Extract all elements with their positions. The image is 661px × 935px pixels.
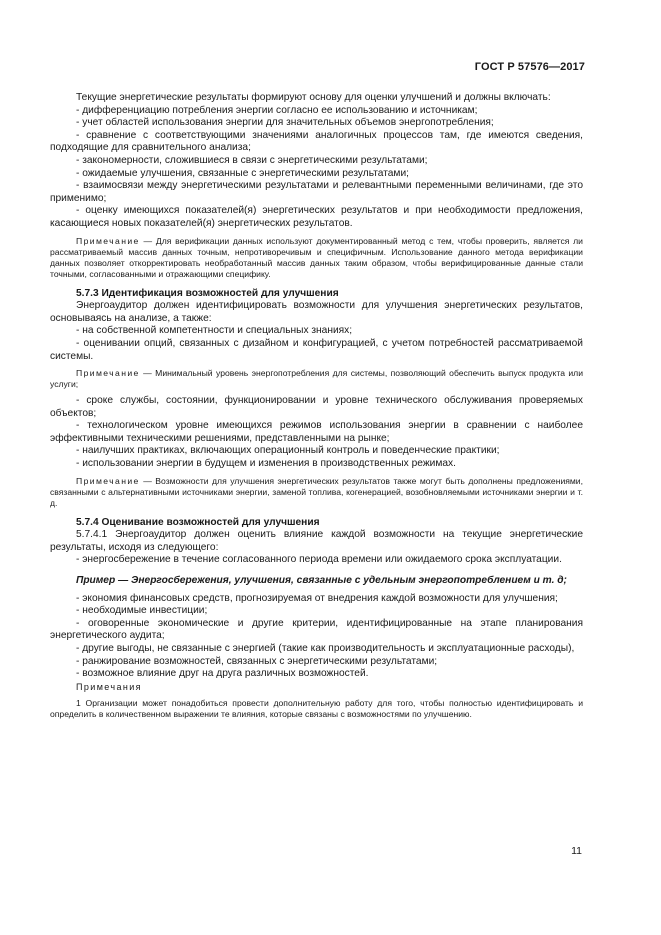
list-item: - оговоренные экономические и другие критерии, идентифицированные на этапе планирования энергетического аудита; [50, 617, 583, 642]
note-paragraph [50, 476, 583, 509]
list-item: - оценивании опций, связанных с дизайном и конфигурацией, с учетом потребностей рассматриваемой системы. [50, 337, 583, 362]
list-item: - сроке службы, состоянии, функционировании и уровне технического обслуживания проверяемых объектов; [50, 395, 583, 419]
list-item: - оценку имеющихся показателей(я) энергетических результатов и при необходимости предложения, касающиеся новых показателей(я) энергетических результатов. [50, 205, 583, 229]
list-item: - учет областей использования энергии для значительных объемов энергопотребления; [76, 117, 494, 129]
section-heading-5-7-4: 5.7.4 Оценивание возможностей для улучшения [76, 516, 320, 528]
intro-paragraph: Текущие энергетические результаты формируют основу для оценки улучшений и должны включать: [76, 92, 551, 103]
list-item: - на собственной компетентности и специальных знаниях; [76, 325, 353, 337]
note-text: — Возможности для улучшения энергетических результатов также могут быть дополнены предложениями, связанными с альтернативными источниками энергии, заменой топлива, когенерацией, возобновляемыми источниками энергии и т. д. [50, 475, 583, 508]
section-heading-5-7-3: 5.7.3 Идентификация возможностей для улучшения [76, 287, 339, 299]
list-item: - ранжирование возможностей, связанных с энергетическими результатами; [76, 655, 438, 667]
note-text: — Для верификации данных используют документированный метод с тем, чтобы проверить, является ли рассматриваемый массив данных точным, непротиворечивым и специфичным. Использование данного метода верификации данных позволяет откорректировать необработанный массив данных таким образом, чтобы верифицированные данные стали точными, согласованными и отражающими специфику. [50, 235, 583, 279]
list-item: - дифференциацию потребления энергии согласно ее использованию и источникам; [76, 104, 478, 116]
note-paragraph [50, 368, 583, 390]
list-item: - наилучших практиках, включающих операционный контроль и поведенческие практики; [76, 445, 500, 457]
list-item: - сравнение с соответствующими значениями аналогичных процессов там, где имеются сведения, подходящие для сравнительного анализа; [50, 129, 583, 154]
list-item: - экономия финансовых средств, прогнозируемая от внедрения каждой возможности для улучшения; [76, 592, 558, 604]
note-label: Примечание [76, 475, 140, 486]
list-item: - использовании энергии в будущем и изменения в производственных режимах. [76, 458, 456, 470]
note-paragraph [50, 236, 583, 280]
list-item: - технологическом уровне имеющихся режимов использования энергии в сравнении с наиболее эффективными техническими решениями, представленными на рынке; [50, 420, 583, 444]
document-standard-number: ГОСТ Р 57576—2017 [474, 61, 585, 73]
section-paragraph: 5.7.4.1 Энергоаудитор должен оценить влияние каждой возможности на текущие энергетические результаты, исходя из следующего: [50, 529, 583, 553]
list-item: - энергосбережение в течение согласованного периода времени или ожидаемого срока эксплуатации. [76, 554, 562, 566]
page-number: 11 [571, 845, 582, 857]
list-item: - закономерности, сложившиеся в связи с энергетическими результатами; [76, 154, 428, 166]
notes-heading: Примечания [76, 681, 142, 692]
note-label: Примечание [76, 235, 140, 246]
list-item: - необходимые инвестиции; [76, 605, 208, 617]
example-line: Пример — Энергосбережения, улучшения, связанные с удельным энергопотреблением и т. д; [76, 575, 567, 587]
list-item: - возможное влияние друг на друга различных возможностей. [76, 668, 369, 680]
note-label: Примечание [76, 368, 140, 379]
note-text: — Минимальный уровень энергопотребления для системы, позволяющий обеспечить выпуск продукта или услуги; [50, 368, 583, 390]
list-item: - ожидаемые улучшения, связанные с энергетическими результатами; [76, 167, 409, 179]
list-item: - взаимосвязи между энергетическими результатами и релевантными переменными величинами, где это применимо; [50, 180, 583, 204]
notes-item-1: 1 Организации может понадобиться провести дополнительную работу для того, чтобы полностью идентифицировать и определить в количественном выражении те влияния, которые связаны с возможностями по улучшению. [50, 698, 583, 720]
list-item: - другие выгоды, не связанные с энергией (такие как производительность и эксплуатационные расходы), [76, 643, 575, 654]
section-paragraph: Энергоаудитор должен идентифицировать возможности для улучшения энергетических результатов, основываясь на анализе, а также: [50, 300, 583, 324]
page-body [50, 92, 583, 720]
